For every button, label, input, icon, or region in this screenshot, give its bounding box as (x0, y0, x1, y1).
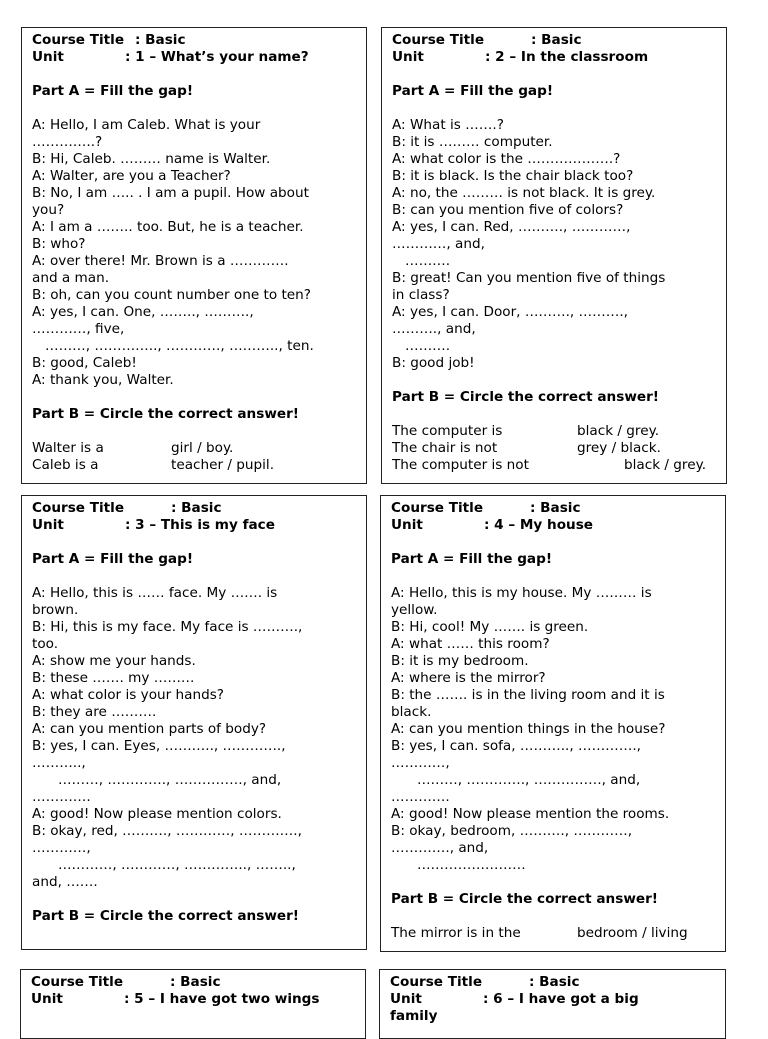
dialogue-line: you? (32, 202, 65, 218)
unit-label: Unit (32, 517, 64, 533)
dialogue-line: B: can you mention five of colors? (392, 202, 624, 218)
dialogue-line: in class? (392, 287, 450, 303)
dialogue-line: A: Hello, this is …… face. My ……. is (32, 585, 278, 601)
course-title-value: : Basic (171, 500, 222, 516)
dialogue-line: A: what color is your hands? (32, 687, 225, 703)
course-title-row (392, 32, 718, 49)
course-title-label: Course Title (390, 974, 483, 990)
answer-question: Caleb is a (32, 457, 99, 473)
dialogue-line: …………………… (391, 857, 526, 873)
answer-question: Walter is a (32, 440, 104, 456)
part-a-heading: Part A = Fill the gap! (32, 83, 194, 99)
dialogue-line: B: okay, bedroom, ………., …………, (391, 823, 633, 839)
unit-value: : 5 – I have got two wings (124, 991, 320, 1007)
dialogue-line: A: good! Now please mention colors. (32, 806, 282, 822)
course-title-value: : Basic (531, 32, 582, 48)
course-title-value: : Basic (135, 32, 186, 48)
dialogue-line: A: Walter, are you a Teacher? (32, 168, 231, 184)
answer-options: grey / black. (577, 440, 661, 456)
dialogue-line: B: it is black. Is the chair black too? (392, 168, 634, 184)
dialogue-line: ………., and, (392, 321, 476, 337)
dialogue-line: B: great! Can you mention five of things (392, 270, 666, 286)
course-title-row (390, 974, 717, 991)
dialogue-line: A: over there! Mr. Brown is a …………. (32, 253, 289, 269)
course-title-value: : Basic (529, 974, 580, 990)
worksheet-card-unit-2 (381, 27, 727, 484)
unit-label: Unit (31, 991, 63, 1007)
dialogue-line: B: okay, red, ………., …………, …………., (32, 823, 302, 839)
unit-label: Unit (391, 517, 423, 533)
answer-question: The mirror is in the (391, 925, 521, 941)
dialogue-line: yellow. (391, 602, 438, 618)
dialogue-line: A: I am a …….. too. But, he is a teacher. (32, 219, 304, 235)
dialogue-line: ………. (392, 253, 451, 269)
answer-question: The computer is (392, 423, 503, 439)
worksheet-card-unit-6 (379, 969, 726, 1039)
part-a-heading: Part A = Fill the gap! (391, 551, 553, 567)
unit-label: Unit (32, 49, 64, 65)
part-b-heading: Part B = Circle the correct answer! (32, 908, 299, 924)
dialogue-line: B: the ……. is in the living room and it is (391, 687, 665, 703)
dialogue-line: A: yes, I can. Door, ………., ………., (392, 304, 628, 320)
dialogue-line: A: where is the mirror? (391, 670, 546, 686)
dialogue-line: A: Hello, this is my house. My ……… is (391, 585, 652, 601)
dialogue-line: …………., and, (391, 840, 489, 856)
unit-row (391, 517, 717, 534)
course-title-label: Course Title (31, 974, 124, 990)
answer-options: girl / boy. (171, 440, 234, 456)
worksheet-card-unit-4 (380, 495, 726, 952)
unit-row (31, 991, 357, 1008)
dialogue-line: A: can you mention things in the house? (391, 721, 666, 737)
dialogue-line: A: What is …….? (392, 117, 504, 133)
answer-options: black / grey. (577, 423, 660, 439)
answer-options: teacher / pupil. (171, 457, 275, 473)
dialogue-line: A: thank you, Walter. (32, 372, 174, 388)
dialogue-line: B: it is my bedroom. (391, 653, 529, 669)
course-title-label: Course Title (391, 500, 484, 516)
unit-value-continued: family (390, 1008, 438, 1024)
answer-options: black / grey. (624, 457, 707, 473)
answer-row (392, 440, 718, 457)
dialogue-line: A: yes, I can. Red, ………., …………, (392, 219, 631, 235)
course-title-label: Course Title (32, 500, 125, 516)
dialogue-line: …………, …………, ………….., …….., (32, 857, 296, 873)
course-title-row (31, 974, 357, 991)
dialogue-line: …………, and, (392, 236, 485, 252)
dialogue-line: …………. (391, 789, 450, 805)
dialogue-line: B: who? (32, 236, 86, 252)
dialogue-line: A: what color is the ……………….? (392, 151, 621, 167)
unit-value: : 4 – My house (484, 517, 594, 533)
dialogue-line: …………..? (32, 134, 103, 150)
unit-value: : 2 – In the classroom (485, 49, 649, 65)
answer-row (392, 457, 718, 474)
part-a-heading: Part A = Fill the gap! (32, 551, 194, 567)
dialogue-line: brown. (32, 602, 79, 618)
unit-row (392, 49, 718, 66)
dialogue-line: ………, ………….., …………, ……….., ten. (32, 338, 314, 354)
unit-value: : 3 – This is my face (125, 517, 275, 533)
dialogue-line: B: good, Caleb! (32, 355, 137, 371)
dialogue-line: too. (32, 636, 59, 652)
dialogue-line: and, ……. (32, 874, 98, 890)
dialogue-line: A: Hello, I am Caleb. What is your (32, 117, 261, 133)
dialogue-line: ………, …………., ……………, and, (391, 772, 641, 788)
part-b-heading: Part B = Circle the correct answer! (32, 406, 299, 422)
dialogue-line: B: these ……. my ……… (32, 670, 195, 686)
part-b-heading: Part B = Circle the correct answer! (392, 389, 659, 405)
dialogue-line: B: Hi, Caleb. ……… name is Walter. (32, 151, 271, 167)
dialogue-line: A: yes, I can. One, …….., ………., (32, 304, 254, 320)
dialogue-line: A: can you mention parts of body? (32, 721, 267, 737)
dialogue-line: B: good job! (392, 355, 475, 371)
unit-value: : 6 – I have got a big (483, 991, 639, 1007)
answer-options: bedroom / living (577, 925, 688, 941)
unit-label: Unit (390, 991, 422, 1007)
answer-question: The chair is not (392, 440, 498, 456)
answer-row (392, 423, 718, 440)
course-title-label: Course Title (392, 32, 485, 48)
unit-label: Unit (392, 49, 424, 65)
dialogue-line: B: No, I am ….. . I am a pupil. How about (32, 185, 309, 201)
dialogue-line: …………, (32, 840, 91, 856)
dialogue-line: B: Hi, this is my face. My face is ………., (32, 619, 303, 635)
dialogue-line: …………, five, (32, 321, 125, 337)
course-title-value: : Basic (170, 974, 221, 990)
unit-value: : 1 – What’s your name? (125, 49, 309, 65)
dialogue-line: B: yes, I can. sofa, ……….., …………., (391, 738, 641, 754)
dialogue-line: ………, …………., ……………, and, (32, 772, 282, 788)
dialogue-line: B: yes, I can. Eyes, ……….., …………., (32, 738, 286, 754)
answer-row (32, 440, 358, 457)
dialogue-line: …………. (32, 789, 91, 805)
dialogue-line: black. (391, 704, 432, 720)
dialogue-line: ………. (392, 338, 451, 354)
unit-row (32, 49, 358, 66)
course-title-row (391, 500, 717, 517)
answer-row (32, 457, 358, 474)
course-title-row (32, 32, 358, 49)
part-a-heading: Part A = Fill the gap! (392, 83, 554, 99)
course-title-label: Course Title (32, 32, 125, 48)
worksheet-card-unit-1 (21, 27, 367, 484)
dialogue-line: A: what …… this room? (391, 636, 550, 652)
worksheet-card-unit-5 (20, 969, 366, 1039)
dialogue-line: A: no, the ……… is not black. It is grey. (392, 185, 656, 201)
dialogue-line: A: good! Now please mention the rooms. (391, 806, 670, 822)
unit-row (390, 991, 717, 1008)
dialogue-line: B: they are ………. (32, 704, 157, 720)
course-title-row (32, 500, 358, 517)
dialogue-line: B: it is ……… computer. (392, 134, 553, 150)
answer-question: The computer is not (392, 457, 529, 473)
answer-row (391, 925, 717, 942)
dialogue-line: A: show me your hands. (32, 653, 196, 669)
dialogue-line: and a man. (32, 270, 110, 286)
dialogue-line: B: oh, can you count number one to ten? (32, 287, 311, 303)
unit-row (32, 517, 358, 534)
dialogue-line: B: Hi, cool! My ……. is green. (391, 619, 589, 635)
part-b-heading: Part B = Circle the correct answer! (391, 891, 658, 907)
worksheet-card-unit-3 (21, 495, 367, 950)
dialogue-line: ……….., (32, 755, 86, 771)
course-title-value: : Basic (530, 500, 581, 516)
dialogue-line: …………, (391, 755, 450, 771)
